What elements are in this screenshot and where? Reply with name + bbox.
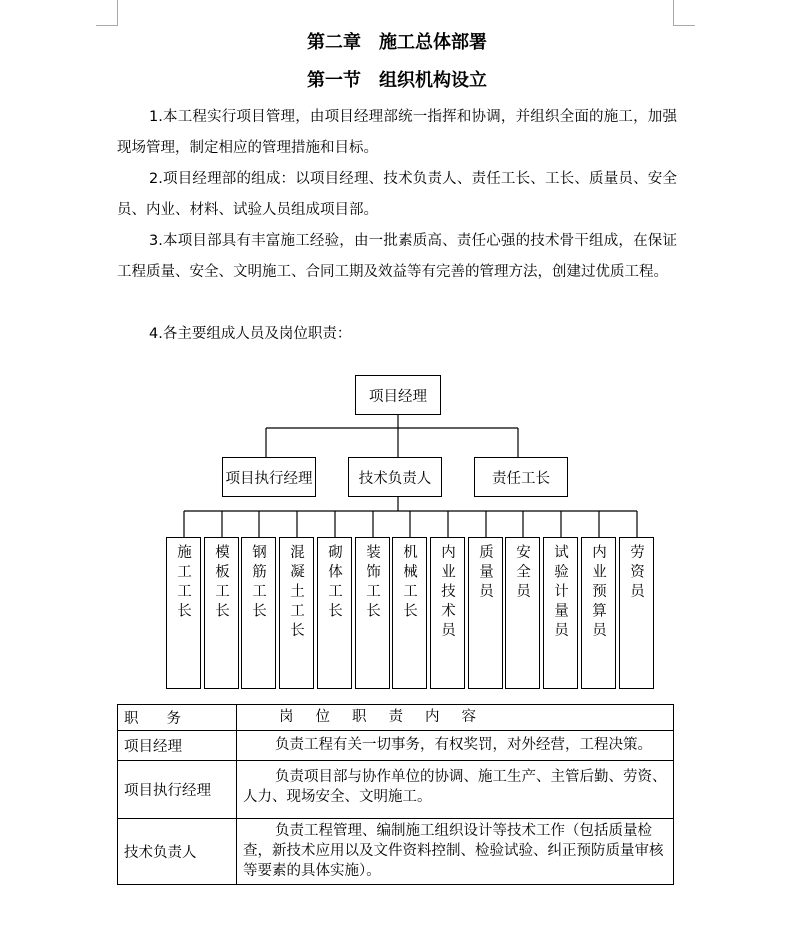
paragraph: 4.各主要组成人员及岗位职责： [149, 326, 352, 342]
paragraph: 1.本工程实行项目管理，由项目经理部统一指挥和协调，并组织全面的施工，加强现场管理，制定相应的管理措施和目标。 [117, 109, 677, 156]
section-title: 第一节 组织机构设立 [307, 70, 487, 91]
org-node-level3: 劳资员 [619, 537, 654, 689]
org-node-level2: 责任工长 [474, 457, 568, 497]
org-node-level3: 模板工长 [204, 537, 239, 689]
paragraph: 3.本项目部具有丰富施工经验，由一批素质高、责任心强的技术骨干组成，在保证工程质量、安全、文明施工、合同工期及效益等有完善的管理方法，创建过优质工程。 [117, 233, 677, 280]
role-cell [118, 731, 237, 761]
org-node-level3: 砌体工长 [317, 537, 352, 689]
org-node-root: 项目经理 [355, 375, 441, 415]
table-header-cell: 职务 [118, 705, 237, 731]
table-header-row [118, 705, 674, 731]
table-row [118, 761, 674, 819]
org-node-level3: 混凝土工长 [279, 537, 314, 689]
org-node-level3: 机械工长 [392, 537, 427, 689]
org-node-level3: 安全员 [505, 537, 540, 689]
role-label: 项目执行经理 [124, 783, 211, 799]
table-row [118, 731, 674, 761]
org-node-level3: 质量员 [468, 537, 503, 689]
paragraph: 2.项目经理部的组成：以项目经理、技术负责人、责任工长、工长、质量员、安全员、内业、材料、试验人员组成项目部。 [117, 171, 677, 218]
table-header-cell: 岗位职责内容 [237, 705, 674, 731]
role-label: 项目经理 [124, 739, 182, 755]
org-node-level2: 项目执行经理 [222, 457, 316, 497]
org-node-level3: 试验计量员 [543, 537, 578, 689]
duty-cell: 负责工程有关一切事务，有权奖罚，对外经营，工程决策。 [237, 731, 674, 761]
role-label: 技术负责人 [124, 845, 197, 861]
duty-cell: 负责工程管理、编制施工组织设计等技术工作（包括质量检查，新技术应用以及文件资料控制、检验试验、纠正预防质量审核等要素的具体实施）。 [237, 819, 674, 885]
org-node-level3: 钢筋工长 [241, 537, 276, 689]
org-node-level3: 内业预算员 [581, 537, 616, 689]
org-node-level3: 装饰工长 [355, 537, 390, 689]
org-node-level3: 内业技术员 [430, 537, 465, 689]
duty-cell: 负责项目部与协作单位的协调、施工生产、主管后勤、劳资、人力、现场安全、文明施工。 [237, 761, 674, 819]
role-cell [118, 819, 237, 885]
duty-table [117, 704, 674, 885]
chapter-title: 第二章 施工总体部署 [307, 32, 487, 53]
role-cell [118, 761, 237, 819]
org-node-level3: 施工工长 [166, 537, 201, 689]
org-node-level2: 技术负责人 [348, 457, 442, 497]
table-row [118, 819, 674, 885]
